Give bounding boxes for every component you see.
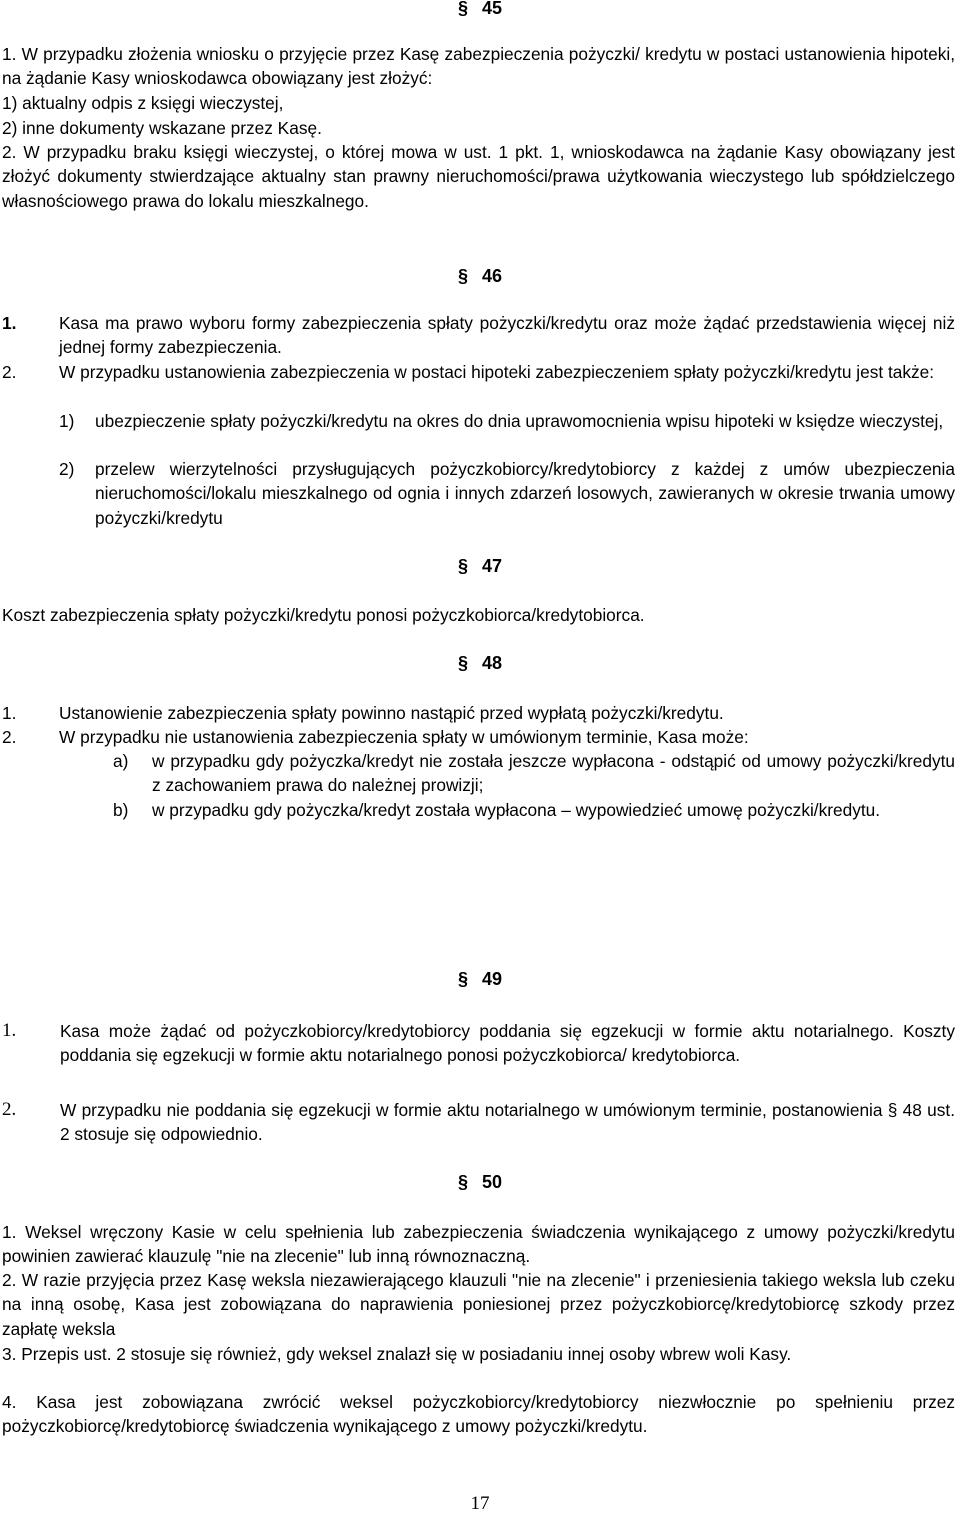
s46-paragraph-2-text: W przypadku ustanowienia zabezpieczenia w postaci hipoteki zabezpieczeniem spłaty pożyczki/kredytu jest także: [59,362,935,382]
s49-paragraph-2-number: 2. [2,1099,17,1120]
s48-paragraph-1 [2,701,955,725]
section-heading-45: § 45 [457,0,503,18]
s46-paragraph-2 [2,360,955,384]
s48-paragraph-1-number: 1. [2,703,17,723]
s46-list-item-text: ubezpieczenie spłaty pożyczki/kredytu na okres do dnia uprawomocnienia wpisu hipoteki w księdze wieczystej, [95,411,944,431]
section-heading-46: § 46 [457,266,503,286]
s45-paragraph-2: 2. W przypadku braku księgi wieczystej, o której mowa w ust. 1 pkt. 1, wnioskodawca na żądanie Kasy obowiązany jest złożyć dokumenty stwierdzające aktualny stan prawny nieruchomości/prawa użytkowania wieczystego lub spółdzielczego własnościowego prawa do lokalu mieszkalnego. [2,142,955,211]
s50-paragraph-1: 1. Weksel wręczony Kasie w celu spełnienia lub zabezpieczenia świadczenia wynikającego z umowy pożyczki/kredytu powinien zawierać klauzulę "nie na zlecenie" lub inną równoznaczną. [2,1222,955,1267]
s46-paragraph-1 [2,311,955,360]
s48-list-item [113,798,955,822]
s48-list-item-text: w przypadku gdy pożyczka/kredyt została wypłacona – wypowiedzieć umowę pożyczki/kredytu. [152,800,881,820]
s49-paragraph-1 [2,1019,955,1068]
s46-list-item-number: 2) [59,459,75,479]
s50-paragraph-4: 4. Kasa jest zobowiązana zwrócić weksel pożyczkobiorcy/kredytobiorcy niezwłocznie po spełnieniu przez pożyczkobiorcę/kredytobiorcę świadczenia wynikającego z umowy pożyczki/kredytu. [2,1392,955,1437]
s46-list-item-text: przelew wierzytelności przysługujących pożyczkobiorcy/kredytobiorcy z każdej z umów ubezpieczenia nieruchomości/lokalu mieszkalnego od ognia i innych zdarzeń losowych, zawieranych w okresie trwania umowy pożyczki/kredytu [95,459,955,528]
s46-paragraph-1-number: 1. [2,313,17,333]
s48-paragraph-1-text: Ustanowienie zabezpieczenia spłaty powinno nastąpić przed wypłatą pożyczki/kredytu. [59,703,724,723]
section-heading-50: § 50 [457,1172,503,1192]
section-heading-47: § 47 [457,556,503,576]
s50-paragraph-2: 2. W razie przyjęcia przez Kasę weksla niezawierającego klauzuli "nie na zlecenie" i przeniesienia takiego weksla lub czeku na inną osobę, Kasa jest zobowiązana do naprawienia poniesionej przez pożyczkobiorcę/kredytobiorcę szkody przez zapłatę weksla [2,1270,955,1339]
s49-paragraph-1-number: 1. [2,1020,17,1041]
s45-paragraph-1: 1. W przypadku złożenia wniosku o przyjęcie przez Kasę zabezpieczenia pożyczki/ kredytu w postaci ustanowienia hipoteki, na żądanie Kasy wnioskodawca obowiązany jest złożyć: [2,44,955,89]
s50-paragraph-3: 3. Przepis ust. 2 stosuje się również, gdy weksel znalazł się w posiadaniu innej osoby wbrew woli Kasy. [2,1344,792,1364]
s47-paragraph-1: Koszt zabezpieczenia spłaty pożyczki/kredytu ponosi pożyczkobiorca/kredytobiorca. [2,605,645,625]
page-number: 17 [470,1493,490,1514]
s45-item-2: 2) inne dokumenty wskazane przez Kasę. [2,118,322,138]
s46-list-item-number: 1) [59,411,75,431]
s46-list-item [59,457,955,530]
s48-paragraph-2 [2,725,955,749]
s48-paragraph-2-number: 2. [2,727,17,747]
s48-paragraph-2-text: W przypadku nie ustanowienia zabezpieczenia spłaty w umówionym terminie, Kasa może: [59,727,749,747]
s46-list-item [59,409,955,433]
s49-paragraph-2 [2,1098,955,1147]
s45-item-1: 1) aktualny odpis z księgi wieczystej, [2,93,284,113]
s48-list-item-letter: a) [113,751,129,771]
s48-list-item-text: w przypadku gdy pożyczka/kredyt nie została jeszcze wypłacona - odstąpić od umowy pożyczki/kredytu z zachowaniem prawa do należnej prowizji; [152,751,955,796]
s49-paragraph-1-text: Kasa może żądać od pożyczkobiorcy/kredytobiorcy poddania się egzekucji w formie aktu notarialnego. Koszty poddania się egzekucji w formie aktu notarialnego ponosi pożyczkobiorca/ kredytobiorca. [60,1021,955,1066]
section-heading-49: § 49 [457,969,503,989]
s48-list-item-letter: b) [113,800,129,820]
section-heading-48: § 48 [457,653,503,673]
s48-list-item [113,749,955,798]
s49-paragraph-2-text: W przypadku nie poddania się egzekucji w formie aktu notarialnego w umówionym terminie, postanowienia § 48 ust. 2 stosuje się odpowiednio. [60,1100,955,1145]
s46-paragraph-1-text: Kasa ma prawo wyboru formy zabezpieczenia spłaty pożyczki/kredytu oraz może żądać przedstawienia więcej niż jednej formy zabezpieczenia. [59,313,955,358]
s46-paragraph-2-number: 2. [2,362,17,382]
